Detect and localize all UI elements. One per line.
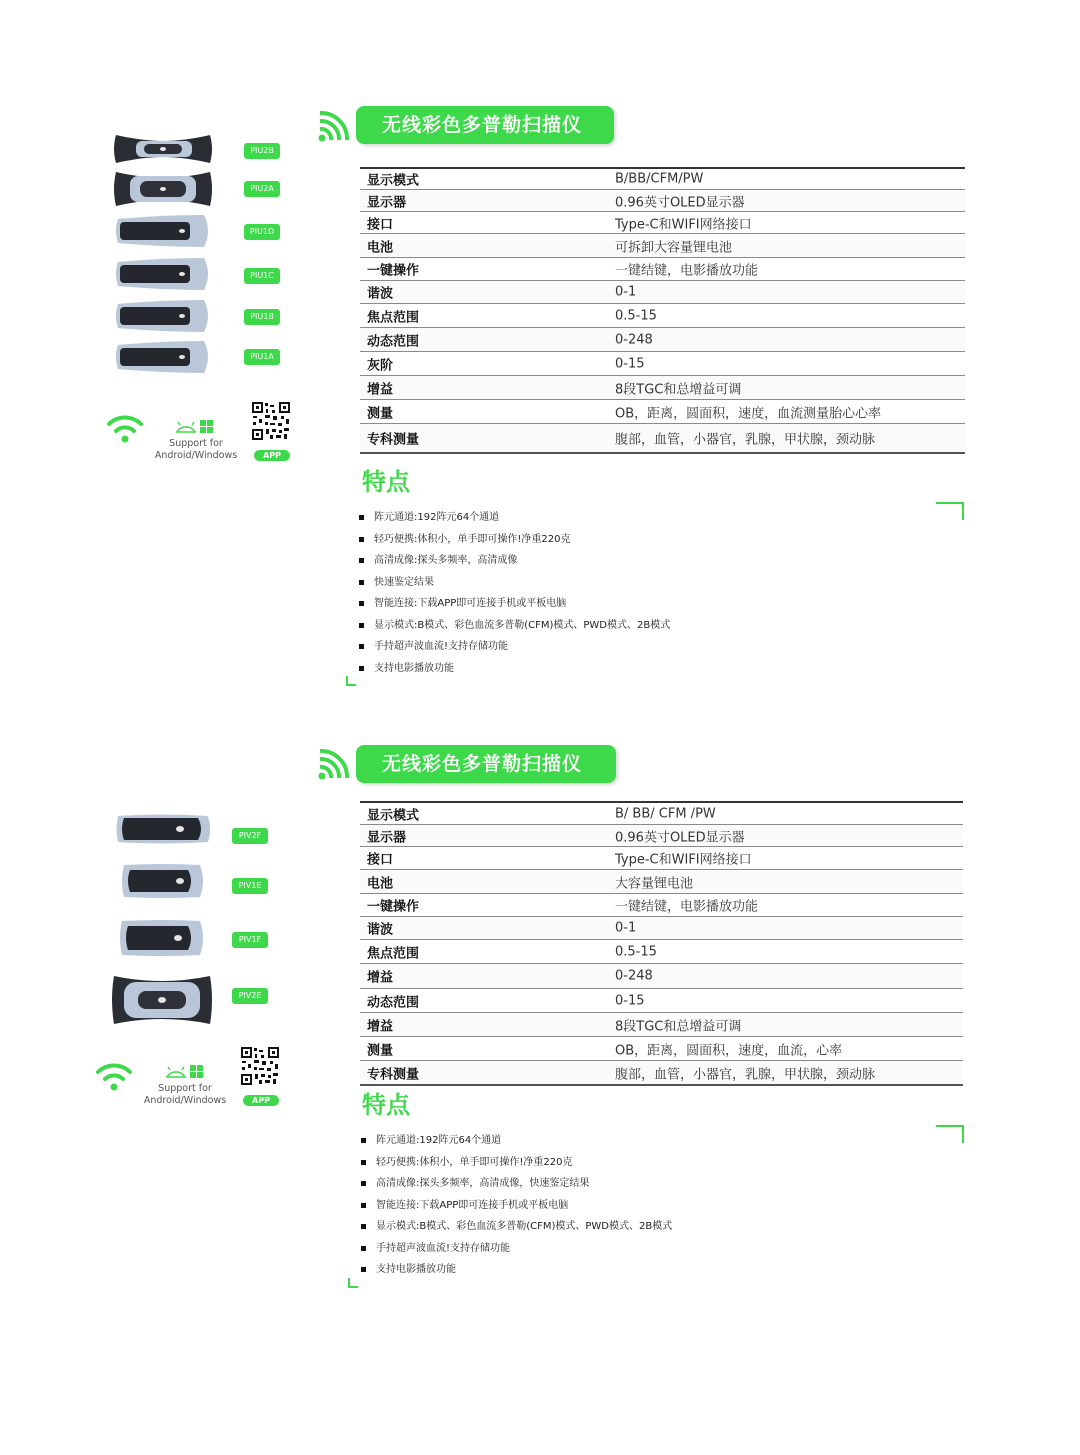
spec-value: 0-15: [615, 356, 645, 371]
wifi-icon: [94, 1062, 134, 1092]
spec-key: 专科测量: [367, 1067, 420, 1082]
feature-text: 支持电影播放功能: [376, 1264, 456, 1275]
corner-decoration: [348, 1278, 358, 1288]
qr-code[interactable]: [240, 1046, 280, 1086]
spec-key: 显示模式: [367, 173, 420, 189]
feature-text: 智能连接:下载APP即可连接手机或平板电脑: [376, 1199, 569, 1211]
spec-value: 可拆卸大容量锂电池: [615, 240, 733, 255]
feature-text: 显示模式:B模式、彩色血流多普勒(CFM)模式、PWD模式、2B模式: [376, 1221, 673, 1232]
model-badge: PIU2B: [244, 143, 280, 159]
feature-item: [359, 658, 959, 680]
app-badge: APP: [254, 450, 290, 461]
support-line-1: Support for: [169, 438, 223, 449]
feature-item: [361, 1238, 961, 1260]
spec-value: 0.96英寸OLED显示器: [615, 195, 745, 210]
scanner-device-image: [118, 862, 206, 900]
spec-table: [360, 801, 963, 1086]
spec-key: 专科测量: [367, 432, 420, 448]
spec-key: 焦点范围: [367, 946, 420, 961]
spec-value: 0.5-15: [615, 944, 657, 959]
spec-row: [360, 424, 965, 452]
spec-key: 增益: [367, 382, 394, 397]
bullet-icon: [361, 1224, 366, 1229]
feature-item: [359, 507, 959, 529]
bullet-icon: [359, 580, 364, 585]
spec-row: [360, 258, 965, 281]
wireless-signal-icon: [316, 110, 350, 144]
feature-item: [359, 550, 959, 572]
spec-row: [360, 940, 963, 964]
spec-row: [360, 1037, 963, 1061]
product-section-2: [0, 720, 1080, 1455]
bullet-icon: [359, 515, 364, 520]
model-badge: PIU1B: [244, 309, 280, 325]
spec-key: 谐波: [367, 922, 394, 938]
model-badge: PIU1A: [244, 349, 280, 365]
feature-text: 高清成像:探头多频率，高清成像: [374, 555, 518, 566]
spec-key: 增益: [367, 970, 394, 986]
spec-value: B/ BB/ CFM /PW: [615, 806, 716, 821]
spec-row: [360, 376, 965, 400]
bullet-icon: [361, 1267, 366, 1272]
section-title: 无线彩色多普勒扫描仪: [356, 106, 614, 144]
features-title: 特点: [362, 1091, 410, 1119]
model-badge: PIV1E: [232, 878, 268, 894]
feature-text: 高清成像:探头多频率，高清成像，快速鉴定结果: [376, 1178, 590, 1189]
spec-key: 测量: [367, 406, 394, 421]
spec-key: 一键操作: [367, 899, 420, 915]
feature-item: [361, 1195, 961, 1217]
scanner-device-image: [110, 972, 214, 1028]
spec-value: 0-1: [615, 284, 637, 300]
spec-key: 接口: [367, 852, 394, 868]
spec-key: 显示器: [367, 830, 407, 845]
spec-value: OB，距离，圆面积，速度，血流测量胎心心率: [615, 406, 882, 421]
feature-text: 手持超声波血流!支持存储功能: [376, 1242, 511, 1254]
support-line-2: Android/Windows: [154, 450, 238, 461]
spec-row: [360, 304, 965, 328]
spec-key: 电池: [367, 876, 394, 891]
spec-key: 灰阶: [367, 358, 394, 373]
spec-value: 8段TGC和总增益可调: [615, 1019, 742, 1034]
spec-row: [360, 803, 963, 825]
wireless-signal-icon: [316, 748, 350, 782]
spec-value: 腹部，血管，小器官，乳腺，甲状腺，颈动脉: [615, 432, 876, 448]
spec-row: [360, 400, 965, 424]
spec-row: [360, 281, 965, 304]
bullet-icon: [361, 1203, 366, 1208]
support-line-1: Support for: [158, 1083, 212, 1094]
spec-value: 0-248: [615, 332, 653, 347]
feature-item: [361, 1130, 961, 1152]
spec-value: 8段TGC和总增益可调: [615, 382, 742, 397]
spec-value: 0.5-15: [615, 308, 657, 323]
bullet-icon: [359, 537, 364, 542]
android-windows-icon: [172, 418, 222, 436]
feature-item: [359, 615, 959, 637]
spec-row: [360, 328, 965, 352]
bullet-icon: [359, 666, 364, 671]
spec-row: [360, 870, 963, 894]
section-title: 无线彩色多普勒扫描仪: [356, 745, 616, 783]
bullet-icon: [359, 558, 364, 563]
spec-row: [360, 1061, 963, 1084]
bullet-icon: [359, 601, 364, 606]
spec-row: [360, 190, 965, 212]
app-badge: APP: [243, 1095, 279, 1106]
features-list: [361, 1130, 961, 1281]
spec-row: [360, 1013, 963, 1037]
bullet-icon: [361, 1181, 366, 1186]
spec-key: 电池: [367, 240, 394, 255]
spec-value: 一键结键，电影播放功能: [615, 899, 759, 915]
bullet-icon: [359, 623, 364, 628]
spec-row: [360, 894, 963, 917]
product-section-1: [0, 0, 1080, 720]
feature-item: [361, 1152, 961, 1174]
spec-key: 显示器: [367, 195, 407, 210]
scanner-device-image: [114, 812, 212, 846]
scanner-device-image: [112, 213, 212, 249]
scanner-device-image: [112, 256, 212, 292]
spec-value: 0-248: [615, 968, 653, 984]
model-badge: PIU1C: [244, 268, 280, 284]
spec-row: [360, 234, 965, 258]
spec-row: [360, 212, 965, 234]
feature-text: 轻巧便携:体积小，单手即可操作!净重220克: [376, 1156, 573, 1168]
scanner-device-image: [116, 918, 206, 958]
android-windows-icon: [162, 1063, 212, 1081]
spec-row: [360, 825, 963, 847]
spec-key: 动态范围: [367, 995, 420, 1010]
spec-row: [360, 352, 965, 376]
bullet-icon: [361, 1138, 366, 1143]
feature-item: [361, 1216, 961, 1238]
feature-item: [359, 636, 959, 658]
spec-value: 0.96英寸OLED显示器: [615, 830, 745, 845]
spec-key: 谐波: [367, 286, 394, 302]
spec-value: B/BB/CFM/PW: [615, 171, 704, 187]
spec-key: 增益: [367, 1019, 394, 1034]
spec-key: 测量: [367, 1043, 394, 1058]
feature-item: [361, 1173, 961, 1195]
spec-row: [360, 917, 963, 940]
spec-value: 腹部，血管，小器官，乳腺，甲状腺，颈动脉: [615, 1067, 876, 1082]
spec-value: Type-C和WIFI网络接口: [615, 217, 752, 232]
spec-key: 显示模式: [367, 808, 420, 823]
features-title: 特点: [362, 468, 410, 496]
feature-text: 轻巧便携:体积小，单手即可操作!净重220克: [374, 533, 571, 545]
support-line-2: Android/Windows: [143, 1095, 227, 1106]
feature-item: [361, 1259, 961, 1281]
wifi-icon: [105, 414, 145, 444]
scanner-device-image: [112, 298, 212, 334]
spec-table: [360, 167, 965, 454]
qr-code[interactable]: [251, 401, 291, 441]
spec-value: Type-C和WIFI网络接口: [615, 852, 752, 868]
support-text: [135, 1083, 235, 1107]
spec-row: [360, 964, 963, 989]
feature-text: 手持超声波血流!支持存储功能: [374, 641, 509, 652]
feature-item: [359, 529, 959, 551]
support-text: [146, 438, 246, 462]
spec-value: 一键结键，电影播放功能: [615, 263, 759, 279]
feature-text: 显示模式:B模式、彩色血流多普勒(CFM)模式、PWD模式、2B模式: [374, 619, 671, 631]
spec-value: 大容量锂电池: [615, 876, 694, 891]
spec-key: 接口: [367, 217, 394, 232]
feature-text: 快速鉴定结果: [374, 576, 434, 588]
bullet-icon: [361, 1160, 366, 1165]
model-badge: PIV2F: [232, 828, 268, 844]
spec-value: 0-1: [615, 920, 637, 936]
feature-text: 支持电影播放功能: [374, 662, 454, 674]
model-badge: PIV2E: [232, 988, 268, 1004]
model-badge: PIU1D: [244, 224, 280, 240]
spec-value: 0-15: [615, 993, 645, 1008]
spec-row: [360, 989, 963, 1013]
spec-row: [360, 847, 963, 870]
spec-value: OB，距离，圆面积，速度，血流，心率: [615, 1043, 843, 1058]
spec-row: [360, 169, 965, 190]
scanner-device-image: [112, 339, 212, 375]
feature-item: [359, 572, 959, 594]
spec-key: 焦点范围: [367, 310, 420, 325]
spec-key: 动态范围: [367, 334, 420, 349]
scanner-device-image: [112, 132, 214, 166]
features-list: [359, 507, 959, 679]
scanner-device-image: [112, 170, 214, 208]
model-badge: PIU2A: [244, 181, 280, 197]
corner-decoration: [346, 676, 356, 686]
feature-text: 智能连接:下载APP即可连接手机或平板电脑: [374, 598, 567, 609]
bullet-icon: [361, 1246, 366, 1251]
feature-text: 阵元通道:192阵元64个通道: [376, 1135, 502, 1146]
spec-key: 一键操作: [367, 263, 420, 279]
feature-text: 阵元通道:192阵元64个通道: [374, 512, 500, 523]
feature-item: [359, 593, 959, 615]
bullet-icon: [359, 644, 364, 649]
model-badge: PIV1F: [232, 932, 268, 948]
